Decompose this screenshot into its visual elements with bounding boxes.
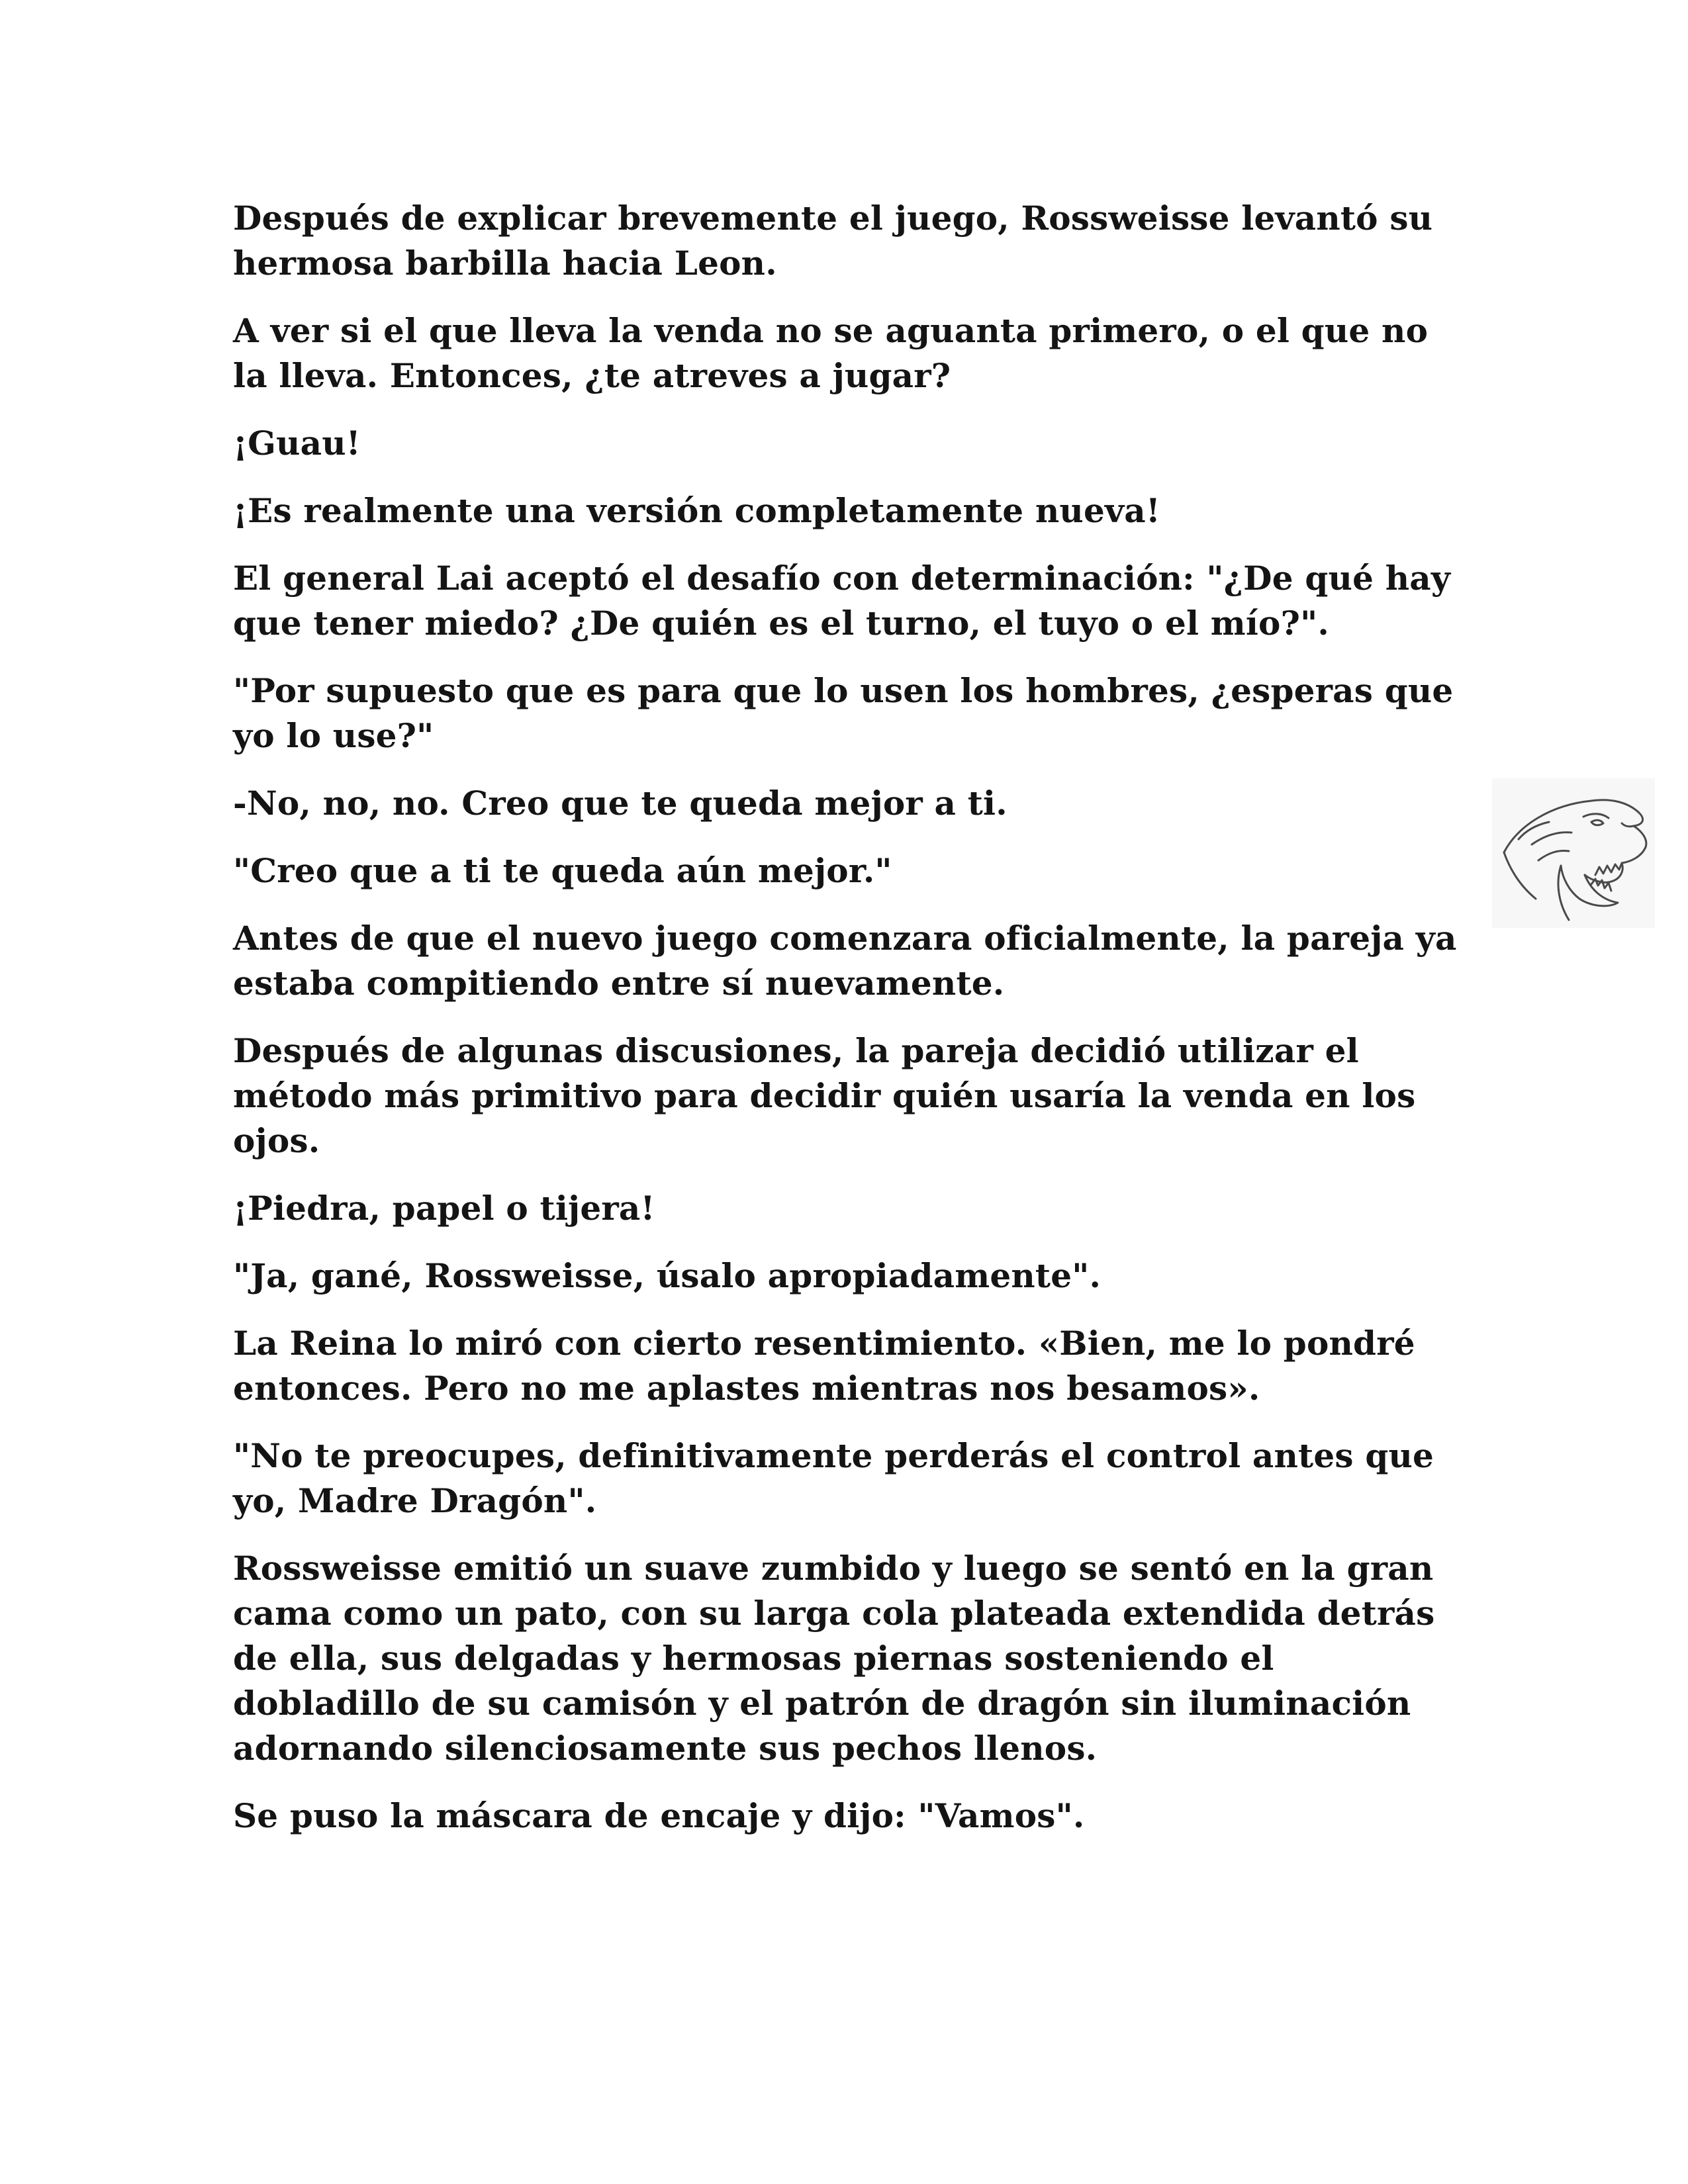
paragraph: ¡Piedra, papel o tijera! <box>233 1189 655 1228</box>
story-text <box>233 196 1464 1861</box>
paragraph: Después de algunas discusiones, la pareja decidió utilizar el método más primitivo para decidir quién usaría la venda en los ojos. <box>233 1031 1416 1160</box>
paragraph: Se puso la máscara de encaje y dijo: "Vamos". <box>233 1796 1085 1835</box>
paragraph: "Ja, gané, Rossweisse, úsalo apropiadamente". <box>233 1256 1102 1295</box>
paragraph: "Creo que a ti te queda aún mejor." <box>233 851 892 890</box>
paragraph: Después de explicar brevemente el juego, Rossweisse levantó su hermosa barbilla hacia Leon. <box>233 199 1433 283</box>
paragraph: ¡Es realmente una versión completamente nueva! <box>233 491 1160 530</box>
paragraph: Antes de que el nuevo juego comenzara oficialmente, la pareja ya estaba compitiendo entre sí nuevamente. <box>233 919 1457 1003</box>
paragraph: El general Lai aceptó el desafío con determinación: "¿De qué hay que tener miedo? ¿De quién es el turno, el tuyo o el mío?". <box>233 559 1451 643</box>
paragraph: "No te preocupes, definitivamente perderás el control antes que yo, Madre Dragón". <box>233 1436 1434 1520</box>
paragraph: -No, no, no. Creo que te queda mejor a ti. <box>233 784 1008 823</box>
paragraph: "Por supuesto que es para que lo usen los hombres, ¿esperas que yo lo use?" <box>233 671 1454 755</box>
paragraph: Rossweisse emitió un suave zumbido y luego se sentó en la gran cama como un pato, con su larga cola plateada extendida detrás de ella, sus delgadas y hermosas piernas sosteniendo el dobladillo de su camisón y el patrón de dragón sin iluminación adornando silenciosamente sus pechos llenos. <box>233 1549 1435 1768</box>
paragraph: ¡Guau! <box>233 424 361 463</box>
paragraph: La Reina lo miró con cierto resentimiento. «Bien, me lo pondré entonces. Pero no me aplastes mientras nos besamos». <box>233 1324 1415 1408</box>
paragraph: A ver si el que lleva la venda no se aguanta primero, o el que no la lleva. Entonces, ¿te atreves a jugar? <box>233 311 1429 395</box>
dinosaur-head-icon <box>1492 778 1655 928</box>
